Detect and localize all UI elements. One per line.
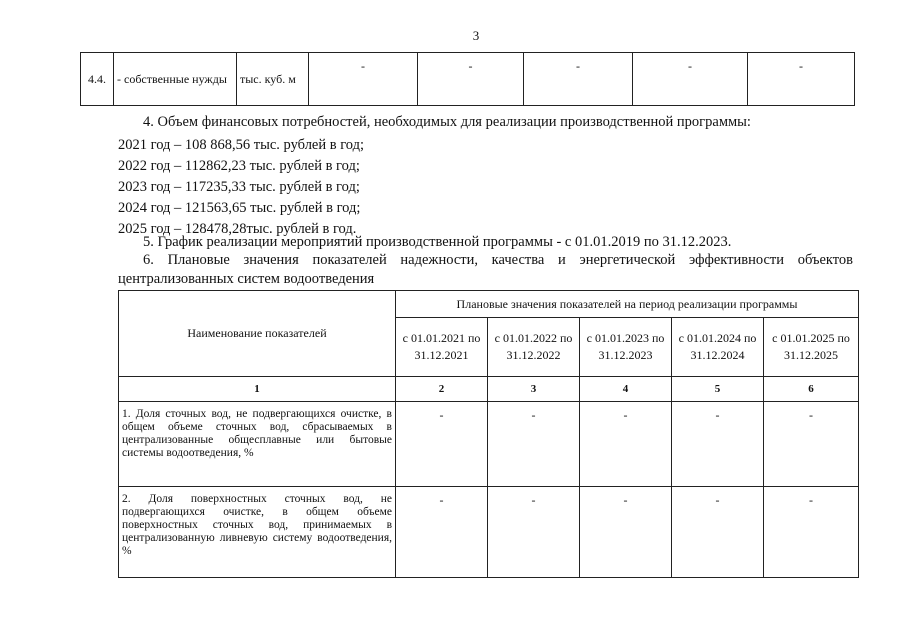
row-unit: тыс. куб. м [237, 53, 309, 106]
year-line: 2025 год – 128478,28тыс. рублей в год. [118, 221, 357, 237]
value-cell: - [580, 402, 672, 487]
column-number: 1 [119, 377, 396, 402]
value-cell: - [672, 402, 764, 487]
row-number: 4.4. [81, 53, 114, 106]
row-name: - собственные нужды [114, 53, 237, 106]
year-line: 2023 год – 117235,33 тыс. рублей в год; [118, 179, 360, 195]
column-number: 2 [396, 377, 488, 402]
column-number: 6 [764, 377, 859, 402]
value-cell: - [309, 53, 418, 106]
value-cell: - [580, 487, 672, 578]
section6-line2: централизованных систем водоотведения [118, 271, 375, 287]
section5-text: 5. График реализации мероприятий производственной программы - с 01.01.2019 по 31.12.2023. [143, 234, 732, 250]
section6-line1: 6. Плановые значения показателей надежности, качества и энергетической эффективности объектов [143, 252, 853, 268]
top-table [80, 52, 855, 106]
value-cell: - [764, 487, 859, 578]
value-cell: - [396, 487, 488, 578]
value-cell: - [764, 402, 859, 487]
value-cell: - [524, 53, 633, 106]
section6-heading [118, 251, 853, 289]
column-number: 4 [580, 377, 672, 402]
indicators-table [118, 290, 859, 578]
section4-title: 4. Объем финансовых потребностей, необходимых для реализации производственной программы: [143, 114, 751, 130]
table-row [119, 402, 859, 487]
year-line: 2024 год – 121563,65 тыс. рублей в год; [118, 200, 361, 216]
table-row [81, 53, 855, 106]
column-number-row [119, 377, 859, 402]
value-cell: - [748, 53, 855, 106]
indicator-name: 2. Доля поверхностных сточных вод, не подвергающихся очистке, в общем объеме поверхностных сточных вод, принимаемых в централизованную ливневую систему водоотведения, % [119, 487, 396, 578]
value-cell: - [396, 402, 488, 487]
year-line: 2021 год – 108 868,56 тыс. рублей в год; [118, 137, 365, 153]
period-header: с 01.01.2021 по 31.12.2021 [396, 318, 488, 377]
header-group: Плановые значения показателей на период реализации программы [396, 291, 859, 318]
period-header: с 01.01.2023 по 31.12.2023 [580, 318, 672, 377]
period-header: с 01.01.2024 по 31.12.2024 [672, 318, 764, 377]
column-number: 3 [488, 377, 580, 402]
column-number: 5 [672, 377, 764, 402]
header-row [119, 291, 859, 318]
value-cell: - [418, 53, 524, 106]
year-line: 2022 год – 112862,23 тыс. рублей в год; [118, 158, 360, 174]
period-header: с 01.01.2022 по 31.12.2022 [488, 318, 580, 377]
period-header: с 01.01.2025 по 31.12.2025 [764, 318, 859, 377]
value-cell: - [488, 402, 580, 487]
header-name: Наименование показателей [119, 291, 396, 377]
value-cell: - [672, 487, 764, 578]
page-number: 3 [472, 28, 480, 43]
indicator-name: 1. Доля сточных вод, не подвергающихся очистке, в общем объеме сточных вод, сбрасываемых в централизованные общесплавные или бытовые системы водоотведения, % [119, 402, 396, 487]
table-row [119, 487, 859, 578]
value-cell: - [633, 53, 748, 106]
value-cell: - [488, 487, 580, 578]
